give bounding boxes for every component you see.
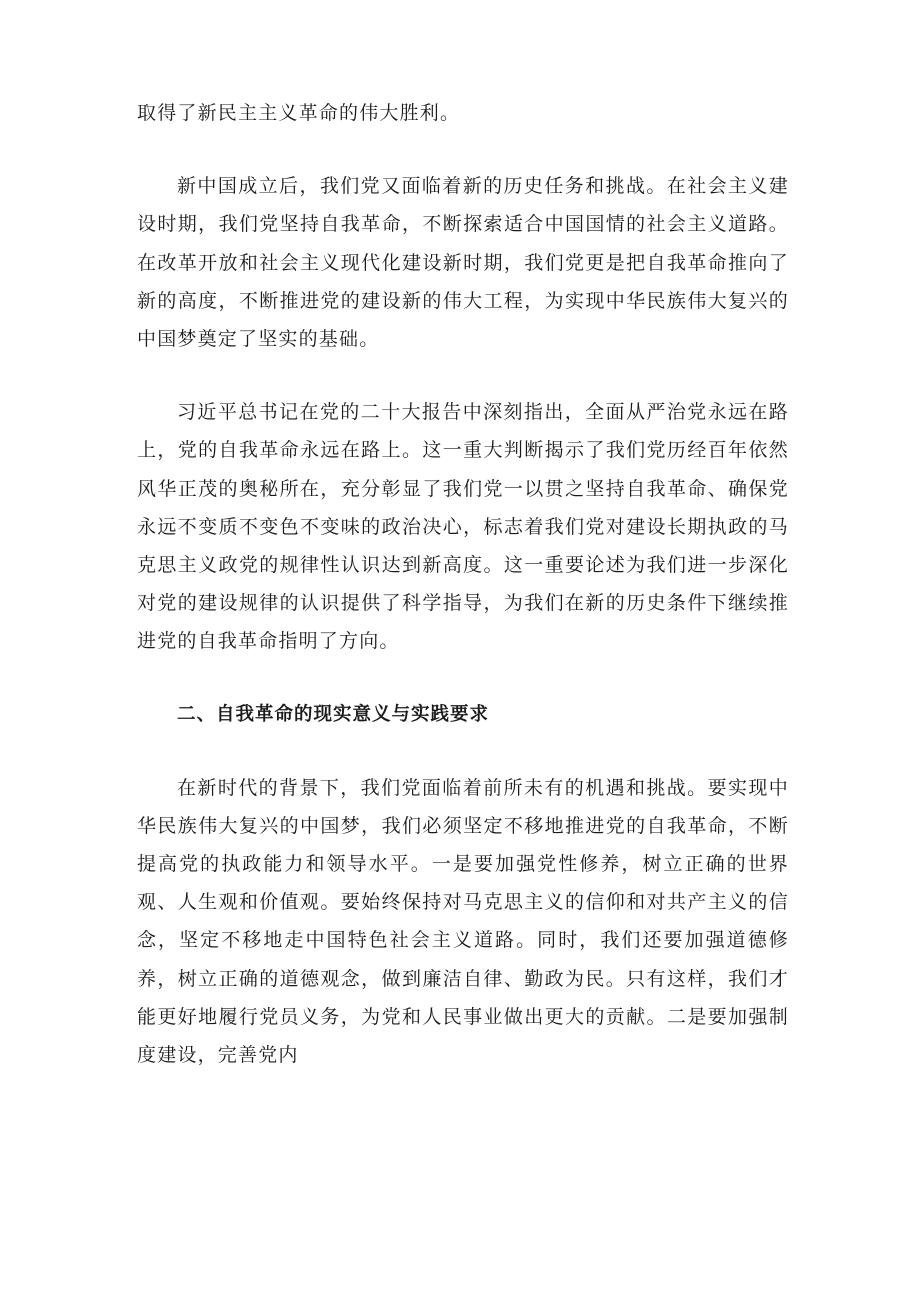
paragraph-gap xyxy=(137,661,789,696)
paragraph-3: 习近平总书记在党的二十大报告中深刻指出，全面从严治党永远在路上，党的自我革命永远在路上。这一重大判断揭示了我们党历经百年依然风华正茂的奥秘所在，充分彰显了我们党一以贯之坚持自我革命、确保党永远不变质不变色不变味的政治决心，标志着我们党对建设长期执政的马克思主义政党的规律性认识达到新高度。这一重要论述为我们进一步深化对党的建设规律的认识提供了科学指导，为我们在新的历史条件下继续推进党的自我革命指明了方向。 xyxy=(137,401,789,653)
paragraph-2: 新中国成立后，我们党又面临着新的历史任务和挑战。在社会主义建设时期，我们党坚持自我革命，不断探索适合中国国情的社会主义道路。在改革开放和社会主义现代化建设新时期，我们党更是把自我革命推向了新的高度，不断推进党的建设新的伟大工程，为实现中华民族伟大复兴的中国梦奠定了坚实的基础。 xyxy=(137,175,789,351)
paragraph-gap xyxy=(137,358,789,393)
document-page xyxy=(137,94,789,1074)
paragraph-4: 在新时代的背景下，我们党面临着前所未有的机遇和挑战。要实现中华民族伟大复兴的中国梦，我们必须坚定不移地推进党的自我革命，不断提高党的执政能力和领导水平。一是要加强党性修养，树立正确的世界观、人生观和价值观。要始终保持对马克思主义的信仰和对共产主义的信念，坚定不移地走中国特色社会主义道路。同时，我们还要加强道德修养，树立正确的道德观念，做到廉洁自律、勤政为民。只有这样，我们才能更好地履行党员义务，为党和人民事业做出更大的贡献。二是要加强制度建设，完善党内 xyxy=(137,776,789,1067)
paragraph-gap xyxy=(137,132,789,167)
paragraph-gap xyxy=(137,734,789,769)
section-heading: 二、自我革命的现实意义与实践要求 xyxy=(177,703,490,725)
paragraph-1: 取得了新民主主义革命的伟大胜利。 xyxy=(137,102,461,124)
